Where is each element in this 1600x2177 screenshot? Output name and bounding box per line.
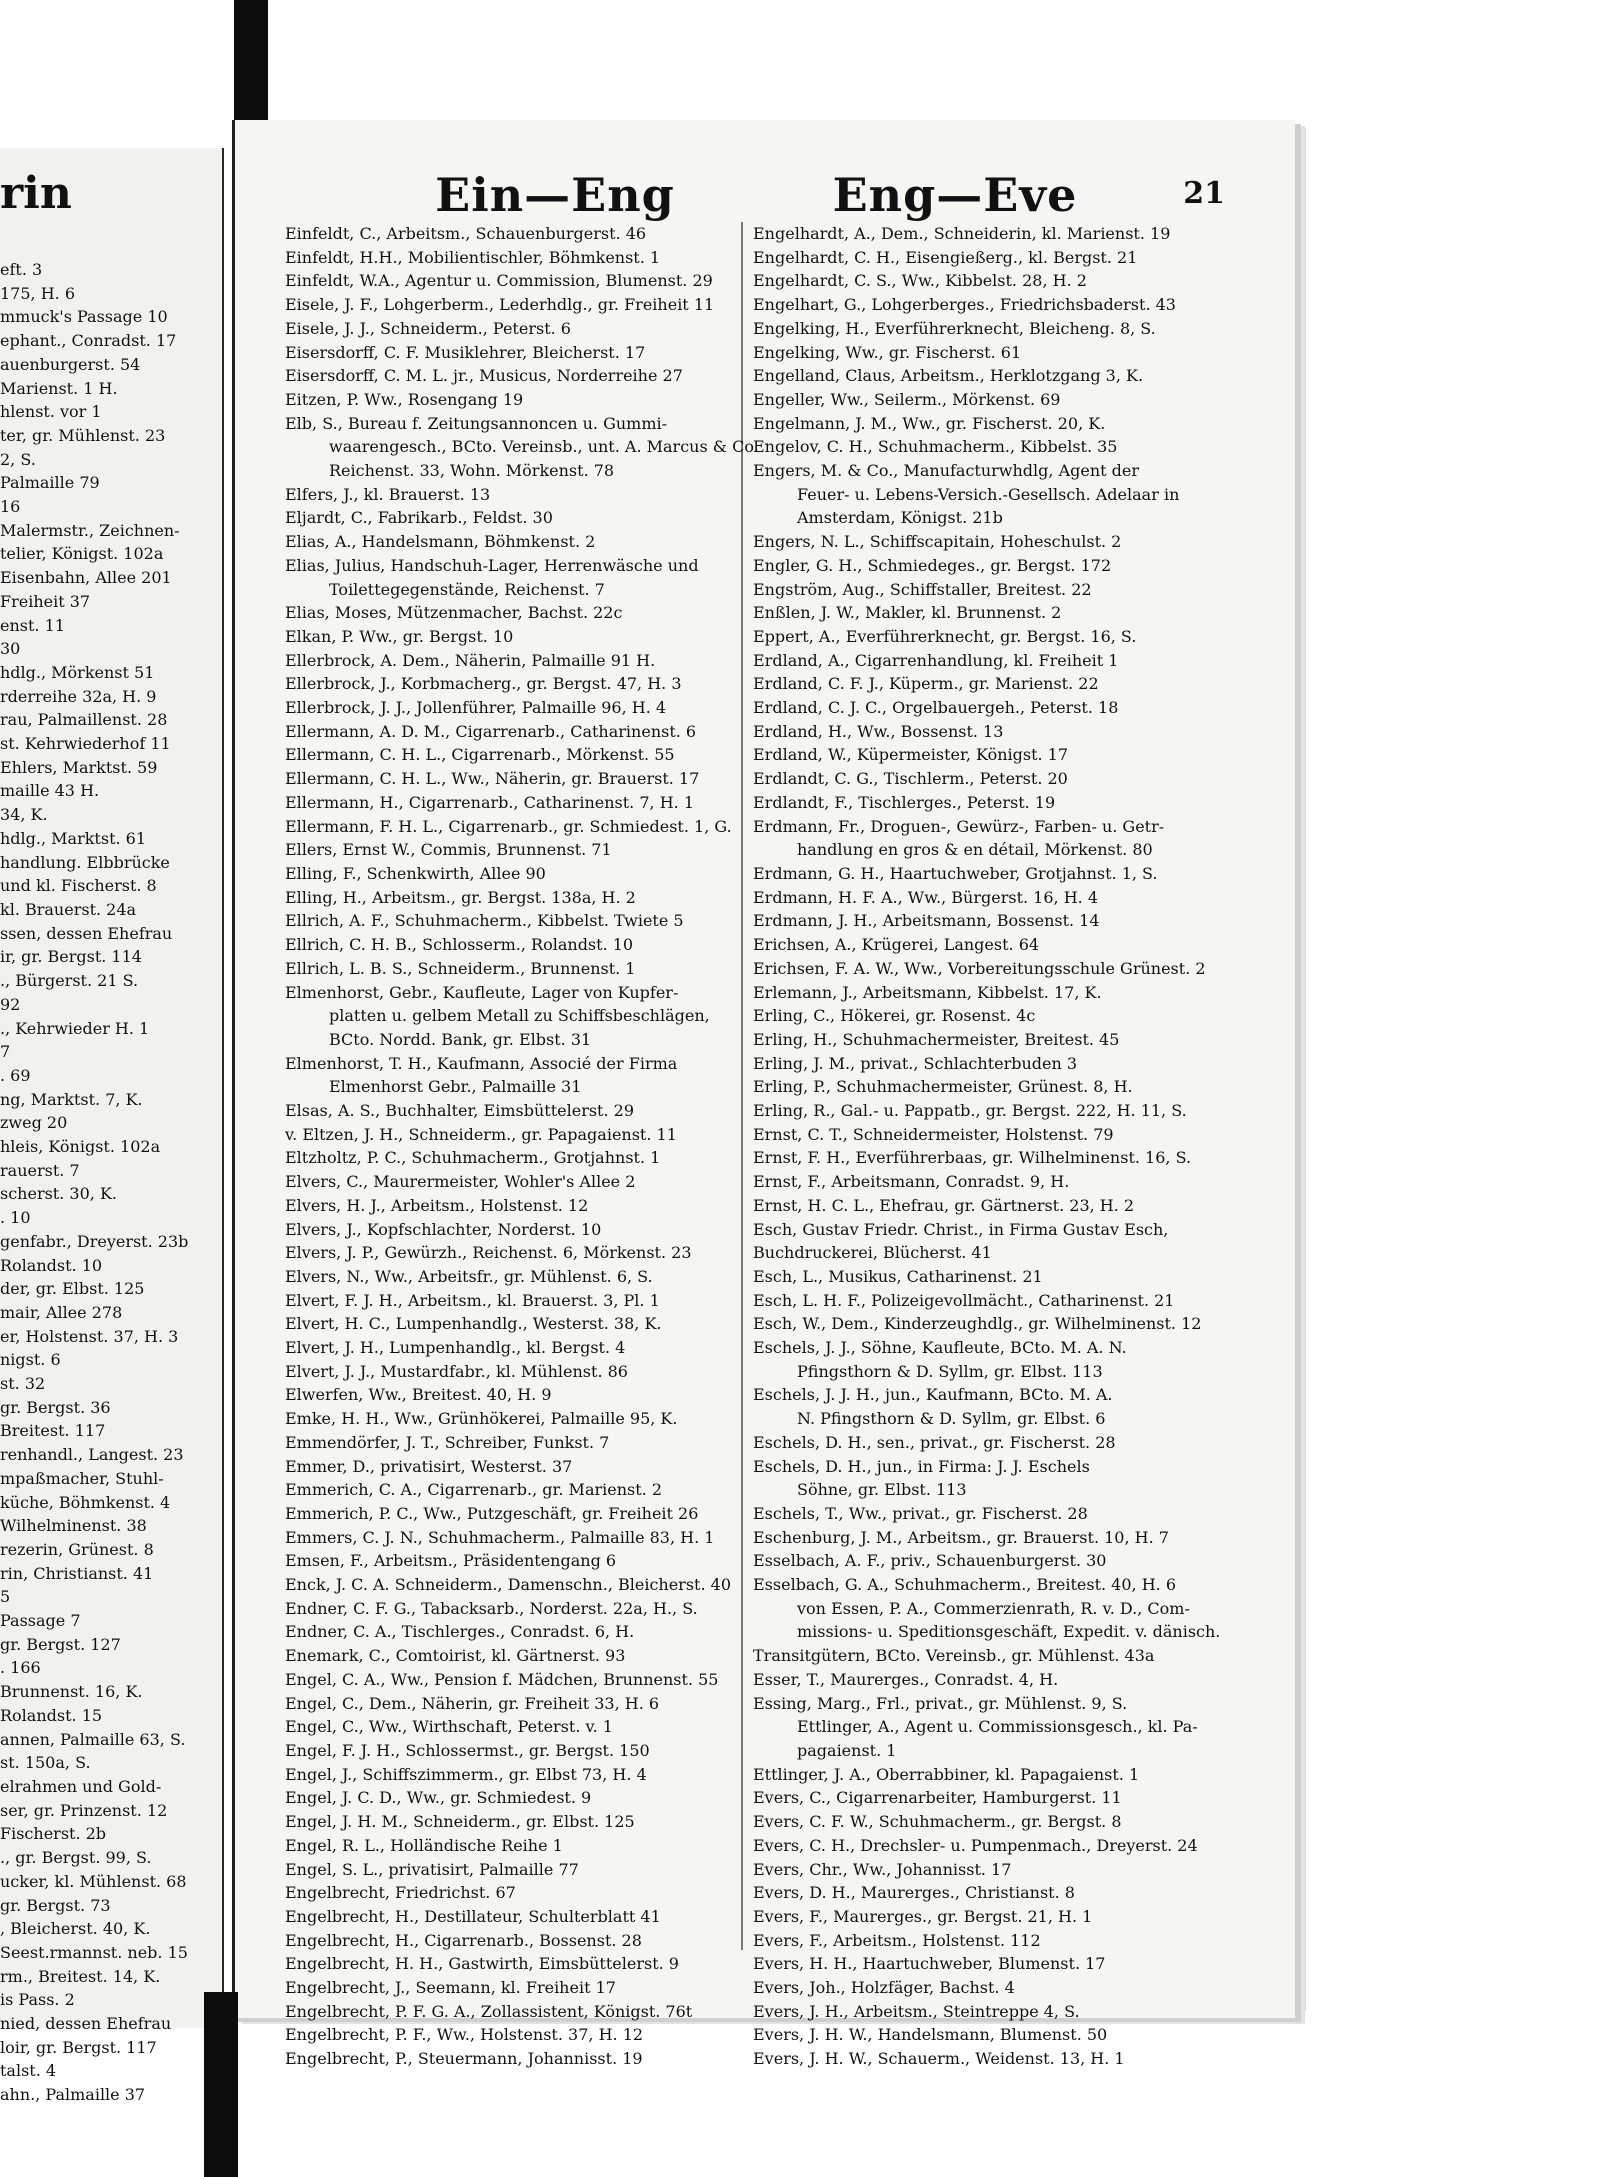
directory-entry-line: Engelbrecht, P. F., Ww., Holstenst. 37, H. 12 [285, 2025, 644, 2045]
directory-entry-line: Erling, H., Schuhmachermeister, Breitest. 45 [753, 1029, 1120, 1049]
directory-entry-line: Ellermann, H., Cigarrenarb., Catharinenst. 7, H. 1 [285, 792, 694, 812]
directory-entry-line: Engel, C., Dem., Näherin, gr. Freiheit 33, H. 6 [285, 1693, 660, 1713]
directory-entry-line: Freiheit 37 [0, 591, 91, 611]
running-header-right: Eng—Eve [832, 168, 1078, 222]
directory-entry-line: Elb, S., Bureau f. Zeitungsannoncen u. Gummi- [285, 413, 668, 433]
directory-entry-line: Seest.rmannst. neb. 15 [0, 1942, 188, 1962]
directory-entry-line: is Pass. 2 [0, 1990, 75, 2010]
directory-entry-line: Enck, J. C. A. Schneiderm., Damenschn., Bleicherst. 40 [285, 1575, 731, 1595]
directory-entry-line: Enemark, C., Comtoirist, kl. Gärtnerst. 93 [285, 1646, 626, 1666]
directory-entry-line: maille 43 H. [0, 781, 100, 801]
directory-entry-line: Elling, F., Schenkwirth, Allee 90 [285, 863, 546, 883]
directory-entry-line: Engel, R. L., Holländische Reihe 1 [285, 1835, 563, 1855]
directory-entry-line: Evers, Chr., Ww., Johannisst. 17 [753, 1859, 1012, 1879]
directory-entry-line: Engers, M. & Co., Manufacturwhdlg, Agent der [753, 461, 1140, 481]
directory-entry-line: Engelhardt, C. H., Eisengießerg., kl. Bergst. 21 [753, 247, 1138, 267]
directory-entry-line: Elkan, P. Ww., gr. Bergst. 10 [285, 626, 514, 646]
directory-entry-line: Evers, J. H. W., Schauerm., Weidenst. 13, H. 1 [753, 2049, 1125, 2069]
directory-entry-line: Eljardt, C., Fabrikarb., Feldst. 30 [285, 508, 553, 528]
directory-entry-line: Engelland, Claus, Arbeitsm., Herklotzgang 3, K. [753, 366, 1144, 386]
directory-entry-line: hdlg., Mörkenst 51 [0, 662, 155, 682]
directory-entry-line: Brunnenst. 16, K. [0, 1682, 143, 1702]
directory-entry-line: 34, K. [0, 805, 48, 825]
running-header-left: Ein—Eng [435, 168, 675, 222]
directory-entry-line: Elvers, H. J., Arbeitsm., Holstenst. 12 [285, 1195, 589, 1215]
directory-entry-line: Einfeldt, W.A., Agentur u. Commission, Blumenst. 29 [285, 271, 713, 291]
directory-entry-line: Elsas, A. S., Buchhalter, Eimsbüttelerst. 29 [285, 1101, 635, 1121]
directory-entry-line: ter, gr. Mühlenst. 23 [0, 425, 166, 445]
directory-entry-line: Elvert, F. J. H., Arbeitsm., kl. Brauerst. 3, Pl. 1 [285, 1290, 660, 1310]
directory-entry-line: Elvert, J. J., Mustardfabr., kl. Mühlenst. 86 [285, 1361, 628, 1381]
directory-entry-line: Ellermann, C. H. L., Ww., Näherin, gr. Brauerst. 17 [285, 769, 700, 789]
directory-entry-line: Engel, J. C. D., Ww., gr. Schmiedest. 9 [285, 1788, 592, 1808]
directory-entry-line: rm., Breitest. 14, K. [0, 1966, 161, 1986]
directory-entry-line: ephant., Conradst. 17 [0, 331, 177, 351]
directory-entry-line: Engelking, H., Everführerknecht, Bleicheng. 8, S. [753, 318, 1156, 338]
entries-column-left [285, 222, 759, 2071]
directory-entry-line: er, Holstenst. 37, H. 3 [0, 1326, 179, 1346]
directory-entry-line: Evers, C. F. W., Schuhmacherm., gr. Bergst. 8 [753, 1812, 1122, 1832]
directory-entry-line: Evers, C. H., Drechsler- u. Pumpenmach., Dreyerst. 24 [753, 1835, 1198, 1855]
directory-entry-line: Buchdruckerei, Blücherst. 41 [753, 1243, 992, 1263]
directory-entry-line: Eschels, J. J., Söhne, Kaufleute, BCto. M. A. N. [753, 1338, 1127, 1358]
directory-entry-line: Esch, Gustav Friedr. Christ., in Firma Gustav Esch, [753, 1219, 1169, 1239]
directory-entry-line: der, gr. Elbst. 125 [0, 1279, 145, 1299]
directory-entry-line: Rolandst. 15 [0, 1705, 103, 1725]
directory-entry-line: ir, gr. Bergst. 114 [0, 947, 142, 967]
directory-entry-line: Engelbrecht, H. H., Gastwirth, Eimsbüttelerst. 9 [285, 1954, 679, 1974]
directory-entry-line: Eschels, J. J. H., jun., Kaufmann, BCto. M. A. [753, 1385, 1113, 1405]
directory-entry-line: Engel, C. A., Ww., Pension f. Mädchen, Brunnenst. 55 [285, 1669, 719, 1689]
directory-entry-line: scherst. 30, K. [0, 1184, 117, 1204]
directory-entry-line: Engelking, Ww., gr. Fischerst. 61 [753, 342, 1022, 362]
directory-entry-line: Erdmann, J. H., Arbeitsmann, Bossenst. 14 [753, 911, 1100, 931]
directory-entry-line: Eschels, T., Ww., privat., gr. Fischerst. 28 [753, 1503, 1088, 1523]
directory-entry-line: 175, H. 6 [0, 283, 76, 303]
directory-entry-line: Erdland, C. F. J., Küperm., gr. Marienst. 22 [753, 674, 1099, 694]
directory-entry-line: enst. 11 [0, 615, 65, 635]
directory-entry-line: gr. Bergst. 73 [0, 1895, 111, 1915]
directory-entry-line: mair, Allee 278 [0, 1302, 123, 1322]
directory-entry-line: Engel, J. H. M., Schneiderm., gr. Elbst. 125 [285, 1812, 635, 1832]
directory-entry-line: Elvert, J. H., Lumpenhandlg., kl. Bergst. 4 [285, 1338, 626, 1358]
directory-entry-line: hleis, Königst. 102a [0, 1137, 161, 1157]
directory-entry-line: ., gr. Bergst. 99, S. [0, 1848, 152, 1868]
directory-entry-line: mpaßmacher, Stuhl- [0, 1468, 164, 1488]
directory-entry-line: talst. 4 [0, 2061, 57, 2081]
directory-entry-line: zweg 20 [0, 1113, 68, 1133]
directory-entry-line: Endner, C. A., Tischlerges., Conradst. 6, H. [285, 1622, 635, 1642]
directory-entry-line: Erling, P., Schuhmachermeister, Grünest. 8, H. [753, 1077, 1133, 1097]
directory-entry-line: rin, Christianst. 41 [0, 1563, 154, 1583]
directory-entry-line: Emmerich, P. C., Ww., Putzgeschäft, gr. Freiheit 26 [285, 1503, 699, 1523]
directory-entry-line: missions- u. Speditionsgeschäft, Expedit. v. dänisch. [797, 1622, 1221, 1642]
directory-entry-line: Erdland, C. J. C., Orgelbauergeh., Peterst. 18 [753, 698, 1119, 718]
directory-entry-line: Eppert, A., Everführerknecht, gr. Bergst. 16, S. [753, 626, 1137, 646]
entries-column-right [753, 222, 1231, 2071]
directory-entry-line: 30 [0, 639, 21, 659]
page-number: 21 [1183, 176, 1225, 211]
directory-entry-line: küche, Böhmkenst. 4 [0, 1492, 171, 1512]
directory-entry-line: Elias, Julius, Handschuh-Lager, Herrenwäsche und [285, 555, 699, 575]
directory-entry-line: Elvers, J., Kopfschlachter, Norderst. 10 [285, 1219, 602, 1239]
directory-entry-line: Elmenhorst, Gebr., Kaufleute, Lager von Kupfer- [285, 982, 679, 1002]
directory-entry-line: renhandl., Langest. 23 [0, 1445, 184, 1465]
directory-entry-line: Breitest. 117 [0, 1421, 106, 1441]
directory-entry-line: Esch, L. H. F., Polizeigevollmächt., Catharinenst. 21 [753, 1290, 1175, 1310]
directory-entry-line: pagaienst. 1 [797, 1741, 897, 1760]
directory-entry-line: und kl. Fischerst. 8 [0, 876, 157, 896]
directory-entry-line: st. Kehrwiederhof 11 [0, 734, 171, 754]
directory-entry-line: Engers, N. L., Schiffscapitain, Hoheschulst. 2 [753, 532, 1122, 552]
directory-entry-line: Engelbrecht, J., Seemann, kl. Freiheit 17 [285, 1978, 616, 1998]
directory-entry-line: Ellerbrock, J. J., Jollenführer, Palmaille 96, H. 4 [285, 698, 667, 718]
directory-entry-line: Essing, Marg., Frl., privat., gr. Mühlenst. 9, S. [753, 1693, 1128, 1713]
directory-entry-line: waarengesch., BCto. Vereinsb., unt. A. Marcus & Co. [329, 437, 759, 457]
directory-entry-line: Ellerbrock, A. Dem., Näherin, Palmaille 91 H. [285, 650, 656, 670]
directory-entry-line: genfabr., Dreyerst. 23b [0, 1231, 189, 1251]
directory-entry-line: Ehlers, Marktst. 59 [0, 757, 158, 777]
directory-entry-line: Fischerst. 2b [0, 1824, 107, 1844]
directory-entry-line: loir, gr. Bergst. 117 [0, 2037, 157, 2057]
directory-page [232, 120, 1295, 2069]
directory-entry-line: ssen, dessen Ehefrau [0, 923, 173, 943]
directory-entry-line: nigst. 6 [0, 1350, 61, 1370]
directory-entry-line: Toilettegegenstände, Reichenst. 7 [329, 579, 605, 599]
directory-entry-line: st. 150a, S. [0, 1753, 91, 1773]
directory-entry-line: Emmendörfer, J. T., Schreiber, Funkst. 7 [285, 1432, 610, 1452]
directory-entry-line: Evers, C., Cigarrenarbeiter, Hamburgerst. 11 [753, 1788, 1122, 1808]
directory-entry-line: Ernst, C. T., Schneidermeister, Holstenst. 79 [753, 1124, 1114, 1144]
directory-entry-line: Ernst, F., Arbeitsmann, Conradst. 9, H. [753, 1172, 1070, 1192]
directory-entry-line: . 166 [0, 1658, 41, 1678]
directory-entry-line: Elmenhorst Gebr., Palmaille 31 [329, 1077, 582, 1097]
directory-entry-line: Eisenbahn, Allee 201 [0, 568, 172, 588]
directory-entry-line: platten u. gelbem Metall zu Schiffsbeschlägen, [329, 1006, 710, 1026]
directory-entry-line: Engeller, Ww., Seilerm., Mörkenst. 69 [753, 389, 1061, 409]
directory-entry-line: Esch, W., Dem., Kinderzeughdlg., gr. Wilhelminenst. 12 [753, 1314, 1202, 1334]
directory-entry-line: Feuer- u. Lebens-Versich.-Gesellsch. Adelaar in [797, 484, 1180, 504]
directory-entry-line: Engelbrecht, H., Destillateur, Schulterblatt 41 [285, 1906, 661, 1926]
directory-entry-line: Erdland, A., Cigarrenhandlung, kl. Freiheit 1 [753, 650, 1119, 670]
directory-entry-line: Elling, H., Arbeitsm., gr. Bergst. 138a, H. 2 [285, 887, 636, 907]
directory-entry-line: Evers, Joh., Holzfäger, Bachst. 4 [753, 1978, 1015, 1998]
directory-entry-line: Elvers, C., Maurermeister, Wohler's Allee 2 [285, 1172, 636, 1192]
directory-entry-line: Erichsen, F. A. W., Ww., Vorbereitungsschule Grünest. 2 [753, 958, 1206, 978]
directory-entry-line: Erichsen, A., Krügerei, Langest. 64 [753, 935, 1040, 955]
directory-entry-line: Emke, H. H., Ww., Grünhökerei, Palmaille 95, K. [285, 1409, 678, 1429]
directory-entry-line: Erling, R., Gal.- u. Pappatb., gr. Bergst. 222, H. 11, S. [753, 1101, 1187, 1121]
directory-entry-line: Engler, G. H., Schmiedeges., gr. Bergst. 172 [753, 555, 1112, 575]
directory-entry-line: Eisele, J. J., Schneiderm., Peterst. 6 [285, 318, 571, 338]
directory-entry-line: ahn., Palmaille 37 [0, 2085, 146, 2105]
directory-entry-line: hlenst. vor 1 [0, 402, 102, 422]
directory-entry-line: Erlemann, J., Arbeitsmann, Kibbelst. 17, K. [753, 982, 1102, 1002]
directory-entry-line: Palmaille 79 [0, 473, 100, 493]
directory-entry-line: Eitzen, P. Ww., Rosengang 19 [285, 389, 524, 409]
directory-entry-line: Elwerfen, Ww., Breitest. 40, H. 9 [285, 1385, 552, 1405]
directory-entry-line: Evers, F., Maurerges., gr. Bergst. 21, H. 1 [753, 1906, 1093, 1926]
directory-entry-line: Eschels, D. H., jun., in Firma: J. J. Eschels [753, 1456, 1090, 1476]
directory-entry-line: Endner, C. F. G., Tabacksarb., Norderst. 22a, H., S. [285, 1598, 698, 1618]
directory-entry-line: Enßlen, J. W., Makler, kl. Brunnenst. 2 [753, 603, 1062, 623]
directory-entry-line: hdlg., Marktst. 61 [0, 828, 147, 848]
directory-entry-line: Engel, F. J. H., Schlossermst., gr. Bergst. 150 [285, 1741, 650, 1760]
directory-entry-line: rderreihe 32a, H. 9 [0, 686, 157, 706]
directory-entry-line: Elias, Moses, Mützenmacher, Bachst. 22c [285, 603, 623, 623]
directory-entry-line: mmuck's Passage 10 [0, 307, 168, 327]
directory-entry-line: Emsen, F., Arbeitsm., Präsidentengang 6 [285, 1551, 617, 1571]
directory-entry-line: Einfeldt, C., Arbeitsm., Schauenburgerst. 46 [285, 224, 647, 243]
directory-entry-line: Ernst, F. H., Everführerbaas, gr. Wilhelminenst. 16, S. [753, 1148, 1192, 1168]
directory-entry-line: Engelmann, J. M., Ww., gr. Fischerst. 20, K. [753, 413, 1106, 433]
directory-entry-line: . 69 [0, 1065, 31, 1085]
directory-entry-line: ser, gr. Prinzenst. 12 [0, 1800, 168, 1820]
directory-entry-line: Erdlandt, C. G., Tischlerm., Peterst. 20 [753, 769, 1068, 789]
directory-entry-line: Engelhardt, A., Dem., Schneiderin, kl. Marienst. 19 [753, 224, 1171, 243]
directory-entry-line: BCto. Nordd. Bank, gr. Elbst. 31 [329, 1029, 592, 1049]
directory-entry-line: Elmenhorst, T. H., Kaufmann, Associé der Firma [285, 1053, 678, 1073]
directory-entry-line: ., Kehrwieder H. 1 [0, 1018, 150, 1038]
directory-entry-line: Evers, J. H. W., Handelsmann, Blumenst. 50 [753, 2025, 1108, 2045]
directory-entry-line: Engelbrecht, P., Steuermann, Johannisst. 19 [285, 2049, 643, 2069]
directory-entry-line: Elvert, H. C., Lumpenhandlg., Westerst. 38, K. [285, 1314, 662, 1334]
previous-page-entries [0, 258, 214, 2107]
directory-entry-line: v. Eltzen, J. H., Schneiderm., gr. Papagaienst. 11 [285, 1124, 677, 1144]
directory-entry-line: Esch, L., Musikus, Catharinenst. 21 [753, 1266, 1043, 1286]
directory-entry-line: Engelov, C. H., Schuhmacherm., Kibbelst. 35 [753, 437, 1118, 457]
directory-entry-line: Engelbrecht, H., Cigarrenarb., Bossenst. 28 [285, 1930, 642, 1950]
directory-entry-line: Emmerich, C. A., Cigarrenarb., gr. Marienst. 2 [285, 1480, 663, 1500]
directory-entry-line: gr. Bergst. 36 [0, 1397, 111, 1417]
directory-entry-line: 5 [0, 1587, 11, 1607]
directory-entry-line: Ellermann, C. H. L., Cigarrenarb., Mörkenst. 55 [285, 745, 675, 765]
directory-entry-line: Einfeldt, H.H., Mobilientischler, Böhmkenst. 1 [285, 247, 661, 267]
directory-entry-line: Eschenburg, J. M., Arbeitsm., gr. Brauerst. 10, H. 7 [753, 1527, 1169, 1547]
directory-entry-line: Ettlinger, A., Agent u. Commissionsgesch., kl. Pa- [797, 1717, 1198, 1737]
directory-entry-line: Elvers, J. P., Gewürzh., Reichenst. 6, Mörkenst. 23 [285, 1243, 692, 1263]
directory-entry-line: Pfingsthorn & D. Syllm, gr. Elbst. 113 [797, 1361, 1103, 1381]
directory-entry-line: Erdmann, G. H., Haartuchweber, Grotjahnst. 1, S. [753, 863, 1158, 883]
directory-entry-line: Elias, A., Handelsmann, Böhmkenst. 2 [285, 532, 596, 552]
directory-entry-line: Amsterdam, Königst. 21b [797, 508, 1003, 528]
column-divider [741, 222, 743, 1950]
directory-entry-line: Rolandst. 10 [0, 1255, 103, 1275]
directory-entry-line: auenburgerst. 54 [0, 354, 141, 374]
directory-entry-line: Evers, J. H., Arbeitsm., Steintreppe 4, S. [753, 2001, 1080, 2021]
directory-entry-line: Erdmann, H. F. A., Ww., Bürgerst. 16, H. 4 [753, 887, 1098, 907]
directory-entry-line: Söhne, gr. Elbst. 113 [797, 1480, 967, 1500]
directory-entry-line: Erdmann, Fr., Droguen-, Gewürz-, Farben- u. Getr- [753, 816, 1165, 836]
directory-entry-line: Ellrich, L. B. S., Schneiderm., Brunnenst. 1 [285, 958, 636, 978]
directory-entry-line: Reichenst. 33, Wohn. Mörkenst. 78 [329, 461, 615, 481]
directory-entry-line: Esselbach, A. F., priv., Schauenburgerst. 30 [753, 1551, 1107, 1571]
directory-entry-line: Wilhelminenst. 38 [0, 1516, 147, 1536]
directory-entry-line: Ellermann, F. H. L., Cigarrenarb., gr. Schmiedest. 1, G. [285, 816, 732, 836]
directory-entry-line: von Essen, P. A., Commerzienrath, R. v. D., Com- [797, 1598, 1190, 1618]
directory-entry-line: Engelbrecht, Friedrichst. 67 [285, 1883, 516, 1903]
directory-entry-line: ng, Marktst. 7, K. [0, 1089, 143, 1109]
directory-entry-line: Ellrich, A. F., Schuhmacherm., Kibbelst. Twiete 5 [285, 911, 684, 931]
directory-entry-line: Erdland, W., Küpermeister, Königst. 17 [753, 745, 1069, 765]
directory-entry-line: 2, S. [0, 449, 36, 469]
directory-entry-line: Erdland, H., Ww., Bossenst. 13 [753, 721, 1004, 741]
directory-entry-line: telier, Königst. 102a [0, 544, 164, 564]
directory-entry-line: Eisele, J. F., Lohgerberm., Lederhdlg., gr. Freiheit 11 [285, 295, 715, 315]
directory-entry-line: Engelhardt, C. S., Ww., Kibbelst. 28, H. 2 [753, 271, 1087, 291]
directory-entry-line: . 10 [0, 1208, 31, 1228]
directory-entry-line: Eisersdorff, C. M. L. jr., Musicus, Norderreihe 27 [285, 366, 683, 386]
directory-entry-line: handlung en gros & en détail, Mörkenst. 80 [797, 840, 1153, 860]
directory-entry-line: Engelbrecht, P. F. G. A., Zollassistent, Königst. 76t [285, 2001, 693, 2021]
directory-entry-line: Erling, C., Hökerei, gr. Rosenst. 4c [753, 1006, 1036, 1026]
directory-entry-line: Engström, Aug., Schiffstaller, Breitest. 22 [753, 579, 1092, 599]
directory-entry-line: Engel, C., Ww., Wirthschaft, Peterst. v. 1 [285, 1717, 613, 1737]
directory-entry-line: Ellers, Ernst W., Commis, Brunnenst. 71 [285, 840, 612, 860]
directory-entry-line: st. 32 [0, 1374, 46, 1394]
directory-entry-line: 7 [0, 1042, 11, 1062]
directory-entry-line: Engel, J., Schiffszimmerm., gr. Elbst 73, H. 4 [285, 1764, 647, 1784]
directory-entry-line: rau, Palmaillenst. 28 [0, 710, 168, 730]
directory-entry-line: Engel, S. L., privatisirt, Palmaille 77 [285, 1859, 579, 1879]
directory-entry-line: 92 [0, 994, 21, 1014]
directory-entry-line: Malermstr., Zeichnen- [0, 520, 180, 540]
directory-entry-line: 16 [0, 497, 21, 517]
directory-entry-line: kl. Brauerst. 24a [0, 899, 137, 919]
directory-entry-line: Ettlinger, J. A., Oberrabbiner, kl. Papagaienst. 1 [753, 1764, 1140, 1784]
directory-entry-line: Transitgütern, BCto. Vereinsb., gr. Mühlenst. 43a [753, 1646, 1155, 1666]
directory-entry-line: Emmers, C. J. N., Schuhmacherm., Palmaille 83, H. 1 [285, 1527, 715, 1547]
directory-entry-line: Emmer, D., privatisirt, Westerst. 37 [285, 1456, 573, 1476]
directory-entry-line: Esselbach, G. A., Schuhmacherm., Breitest. 40, H. 6 [753, 1575, 1176, 1595]
directory-entry-line: Ellerbrock, J., Korbmacherg., gr. Bergst. 47, H. 3 [285, 674, 682, 694]
bookmark-ribbon-bottom [204, 1992, 238, 2177]
directory-entry-line: Passage 7 [0, 1611, 81, 1631]
directory-entry-line: Engelhart, G., Lohgerberges., Friedrichsbaderst. 43 [753, 295, 1176, 315]
directory-entry-line: ., Bürgerst. 21 S. [0, 971, 139, 991]
directory-entry-line: Marienst. 1 H. [0, 378, 118, 398]
directory-entry-line: Elvers, N., Ww., Arbeitsfr., gr. Mühlenst. 6, S. [285, 1266, 653, 1286]
directory-entry-line: nied, dessen Ehefrau [0, 2014, 172, 2034]
directory-entry-line: Eltzholtz, P. C., Schuhmacherm., Grotjahnst. 1 [285, 1148, 661, 1168]
directory-entry-line: Elfers, J., kl. Brauerst. 13 [285, 484, 491, 504]
directory-entry-line: eft. 3 [0, 260, 43, 279]
directory-entry-line: elrahmen und Gold- [0, 1777, 162, 1796]
directory-entry-line: Evers, D. H., Maurerges., Christianst. 8 [753, 1883, 1075, 1903]
directory-entry-line: Evers, F., Arbeitsm., Holstenst. 112 [753, 1930, 1041, 1950]
directory-entry-line: Erdlandt, F., Tischlerges., Peterst. 19 [753, 792, 1056, 812]
directory-entry-line: Evers, H. H., Haartuchweber, Blumenst. 17 [753, 1954, 1106, 1974]
directory-entry-line: handlung. Elbbrücke [0, 852, 170, 872]
directory-entry-line: Ellrich, C. H. B., Schlosserm., Rolandst. 10 [285, 935, 634, 955]
directory-entry-line: Erling, J. M., privat., Schlachterbuden 3 [753, 1053, 1078, 1073]
directory-entry-line: Ellermann, A. D. M., Cigarrenarb., Catharinenst. 6 [285, 721, 697, 741]
directory-entry-line: Esser, T., Maurerges., Conradst. 4, H. [753, 1669, 1059, 1689]
directory-entry-line: , Bleicherst. 40, K. [0, 1919, 151, 1939]
directory-entry-line: annen, Palmaille 63, S. [0, 1729, 186, 1749]
directory-entry-line: Eschels, D. H., sen., privat., gr. Fischerst. 28 [753, 1432, 1116, 1452]
previous-page [0, 148, 224, 2105]
directory-entry-line: Ernst, H. C. L., Ehefrau, gr. Gärtnerst. 23, H. 2 [753, 1195, 1135, 1215]
directory-entry-line: ucker, kl. Mühlenst. 68 [0, 1871, 187, 1891]
directory-entry-line: Eisersdorff, C. F. Musiklehrer, Bleicherst. 17 [285, 342, 646, 362]
directory-entry-line: rauerst. 7 [0, 1160, 80, 1180]
previous-page-header: rin [0, 168, 72, 219]
directory-entry-line: rezerin, Grünest. 8 [0, 1539, 154, 1559]
directory-entry-line: N. Pfingsthorn & D. Syllm, gr. Elbst. 6 [797, 1409, 1106, 1429]
directory-entry-line: gr. Bergst. 127 [0, 1634, 121, 1654]
